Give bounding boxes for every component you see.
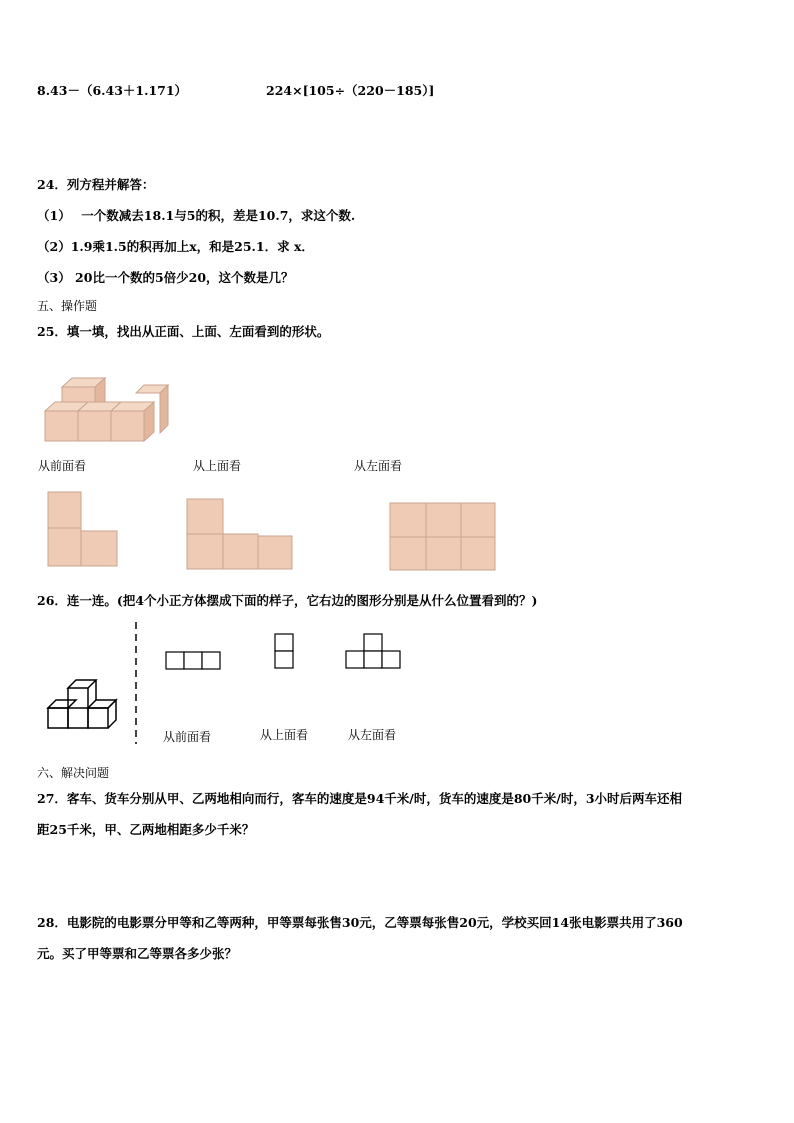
q26-cube-figure [44,660,126,730]
q25-top-view [186,498,294,572]
q26-shape-t-shape [345,633,405,671]
q25-title: 25．填一填，找出从正面、上面、左面看到的形状。 [37,324,330,339]
q25-front-view [47,491,119,569]
q27-line-2: 距25千米，甲、乙两地相距多少千米？ [37,822,255,837]
q24-item-3: （3） 20比一个数的5倍少20，这个数是几？ [37,270,294,285]
q26-shape-row-of-three [165,651,223,671]
q26-label-left: 从左面看 [348,728,397,742]
calc-expression-2: 224×[105÷（220－185）] [266,83,435,98]
q25-label-front: 从前面看 [38,459,87,473]
q26-shape-column-of-two [274,633,296,671]
q27-line-1: 27．客车、货车分别从甲、乙两地相向而行，客车的速度是94千米/时，货车的速度是80千米/时，3小时后两车还相 [37,791,683,806]
q24-item-2: （2）1.9乘1.5的积再加上x，和是25.1．求 x． [37,239,314,254]
q26-label-top: 从上面看 [260,728,309,742]
q26-dashed-divider [133,622,139,746]
q25-label-left: 从左面看 [354,459,403,473]
q28-line-2: 元。买了甲等票和乙等票各多少张？ [37,946,238,961]
q25-left-view [389,502,497,572]
q28-line-1: 28．电影院的电影票分甲等和乙等两种，甲等票每张售30元，乙等票每张售20元，学校买回14张电影票共用了360 [37,915,683,930]
q24-title: 24．列方程并解答： [37,177,155,192]
q25-cube-figure [40,360,175,445]
q25-label-top: 从上面看 [193,459,242,473]
calc-expression-1: 8.43－（6.43＋1.171） [37,83,188,98]
q24-item-1: （1） 一个数减去18.1与5的积，差是10.7，求这个数. [37,208,356,223]
section-5-heading: 五、操作题 [37,299,98,313]
q26-label-front: 从前面看 [163,730,212,744]
section-6-heading: 六、解决问题 [37,766,110,780]
q26-title: 26．连一连。(把4个小正方体摆成下面的样子，它右边的图形分别是从什么位置看到的？) [37,593,538,608]
